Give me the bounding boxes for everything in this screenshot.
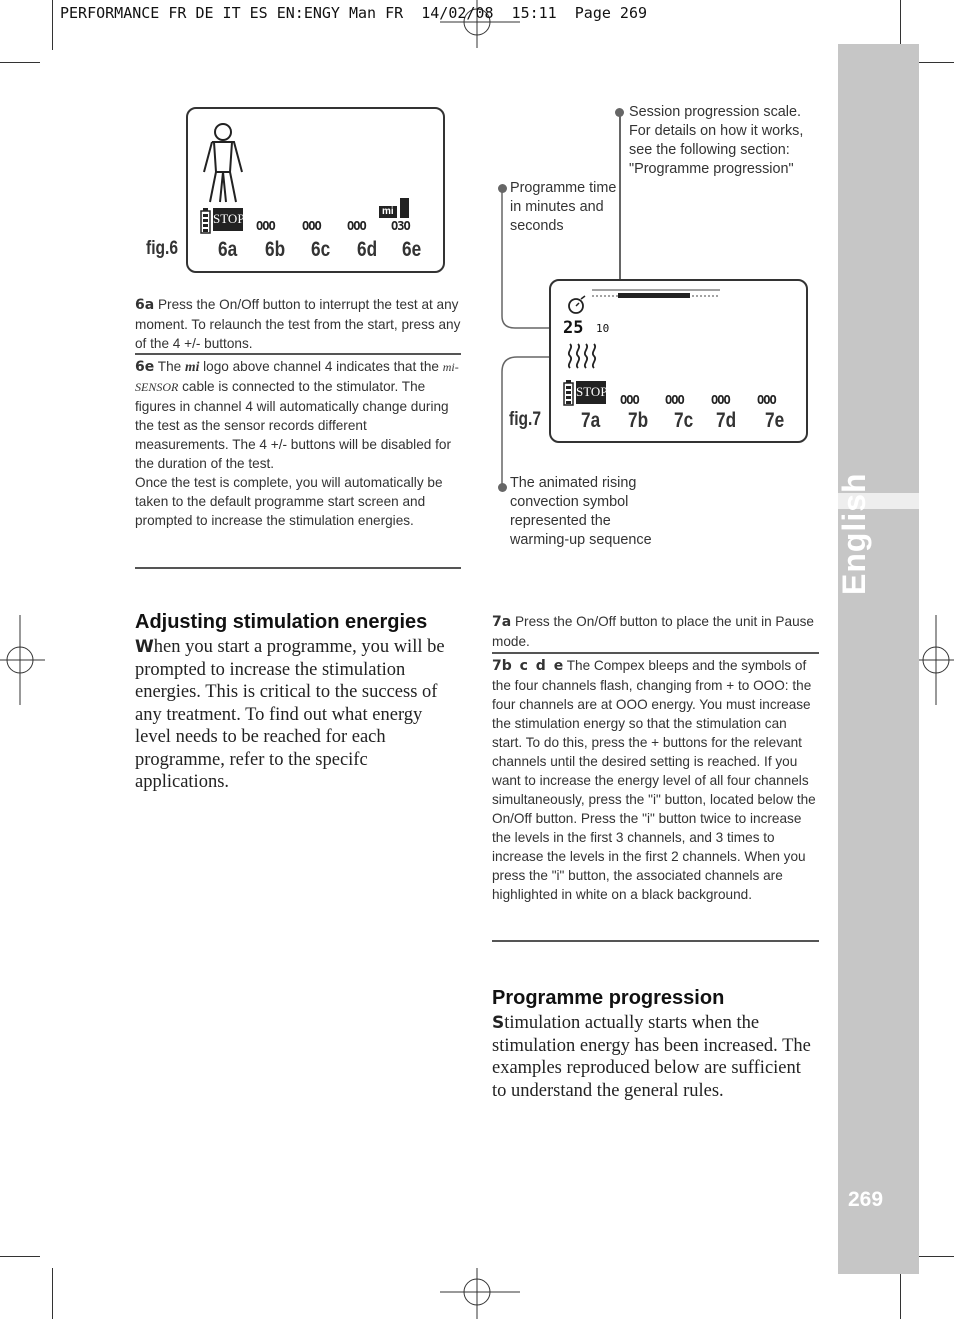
registration-mark-left <box>0 615 45 705</box>
divider <box>492 940 819 942</box>
note-text: logo above channel 4 indicates that the <box>203 359 439 374</box>
note-key: 6e <box>135 359 155 375</box>
channel-level: OOO <box>347 219 366 233</box>
channel-level: OOO <box>757 393 776 407</box>
note-key: 6a <box>135 297 155 313</box>
callout-scale: Session progression scale. For details on how it works, see the following section: "Programme progression" <box>629 104 804 177</box>
crop-mark <box>0 62 40 63</box>
body-figure-icon <box>198 120 248 206</box>
note-text: Press the On/Off button to place the unit in Pause mode. <box>492 614 814 649</box>
note-text: cable is connected to the stimulator. The figures in channel 4 will automatically change during the test as the sensor records different measurements. The 4 +/- buttons will be disabled for the duration of the test. <box>135 379 451 471</box>
note-6a <box>135 295 461 353</box>
note-6e <box>135 357 463 530</box>
paragraph: hen you start a programme, you will be prompted to increase the stimulation energies. This is critical to the success of any treatment. To find out what energy level needs to be reached for each programme, refer to the specifc applications. <box>135 637 445 792</box>
print-header: PERFORMANCE FR DE IT ES EN:ENGY Man FR 14/02/08 15:11 Page 269 <box>60 4 647 22</box>
fig6-label: fig.6 <box>146 238 179 259</box>
battery-icon <box>563 380 575 406</box>
stop-indicator: STOP <box>576 381 606 404</box>
crop-mark <box>900 0 901 50</box>
paragraph: timulation actually starts when the stimulation energy has been increased. The examples reproduced below are sufficient to understand the general rules. <box>492 1013 811 1101</box>
fig7-label: fig.7 <box>509 409 542 430</box>
battery-icon <box>200 208 212 234</box>
note-text: Once the test is complete, you will automatically be taken to the default programme start screen and prompted to increase the stimulation energies. <box>135 475 443 528</box>
convection-icon <box>566 340 598 370</box>
programme-time-minutes: 25 <box>563 318 584 338</box>
mi-logo-inline: mi <box>185 359 200 374</box>
callout-time: Programme time in minutes and seconds <box>510 180 617 234</box>
callout-convection: The animated rising convection symbol represented the warming-up sequence <box>510 475 652 548</box>
channel-label: 7d <box>716 409 737 432</box>
note-text: The <box>157 359 182 374</box>
divider <box>135 567 461 569</box>
session-progress-scale <box>592 286 722 302</box>
channel-level: OOO <box>256 219 275 233</box>
crop-mark <box>914 1256 954 1257</box>
side-tab <box>838 44 919 1274</box>
callout-dot <box>498 483 507 492</box>
divider <box>135 353 461 355</box>
mi-level-bar <box>400 198 409 218</box>
note-key: 7a <box>492 614 512 630</box>
note-text: Press the On/Off button to interrupt the test at any moment. To relaunch the test from the start, press any of the 4 +/- buttons. <box>135 297 461 351</box>
crop-mark <box>900 1268 901 1319</box>
section-heading-progression: Programme progression <box>492 987 725 1009</box>
channel-level: OOO <box>620 393 639 407</box>
channel-level: OOO <box>302 219 321 233</box>
channel-label: 6a <box>218 238 238 261</box>
dropcap: W <box>135 637 154 657</box>
section-heading-adjusting: Adjusting stimulation energies <box>135 611 428 633</box>
section-body-progression <box>492 1012 818 1102</box>
note-key: 7b c d e <box>492 658 564 674</box>
channel-label: 6e <box>402 238 422 261</box>
programme-time-seconds: 10 <box>596 322 610 335</box>
channel-level: OOO <box>711 393 730 407</box>
channel-level: O3O <box>391 219 410 233</box>
note-7a <box>492 612 818 651</box>
dropcap: S <box>492 1013 505 1033</box>
channel-label: 6b <box>265 238 286 261</box>
registration-mark-bottom <box>440 1268 520 1319</box>
stop-indicator: STOP <box>213 208 243 231</box>
channel-level: OOO <box>665 393 684 407</box>
channel-label: 6c <box>311 238 331 261</box>
channel-label: 7c <box>674 409 694 432</box>
crop-mark <box>914 62 954 63</box>
page-number: 269 <box>848 1188 884 1211</box>
stopwatch-icon <box>566 295 588 315</box>
channel-label: 7a <box>581 409 601 432</box>
side-tab-language: English <box>836 472 872 595</box>
section-body-adjusting <box>135 636 461 794</box>
channel-label: 6d <box>357 238 378 261</box>
channel-label: 7e <box>765 409 785 432</box>
note-text: The Compex bleeps and the symbols of the four channels flash, changing from + to OOO: the four channels are at OOO energy. You must increase the stimulation energy so that the stimulation can start. To do this, press the + buttons for the relevant channels until the desired setting is reached. If you want to increase the energy level of all four channels simultaneously, press the "i" button, located below the On/Off button. Press the "i" button twice to increase the levels in the first 3 channels, and 3 times to increase the levels in the first 2 channels. When you press the "i" button, the associated channels are highlighted in white on a black background. <box>492 658 816 902</box>
crop-mark <box>0 1256 40 1257</box>
mi-logo: mi <box>379 206 397 218</box>
crop-mark <box>52 1268 53 1319</box>
note-7bcde <box>492 656 820 904</box>
divider <box>492 652 819 654</box>
crop-mark <box>52 0 53 50</box>
channel-label: 7b <box>628 409 649 432</box>
mi-sensor-logo: mi-SENSOR <box>135 360 459 394</box>
